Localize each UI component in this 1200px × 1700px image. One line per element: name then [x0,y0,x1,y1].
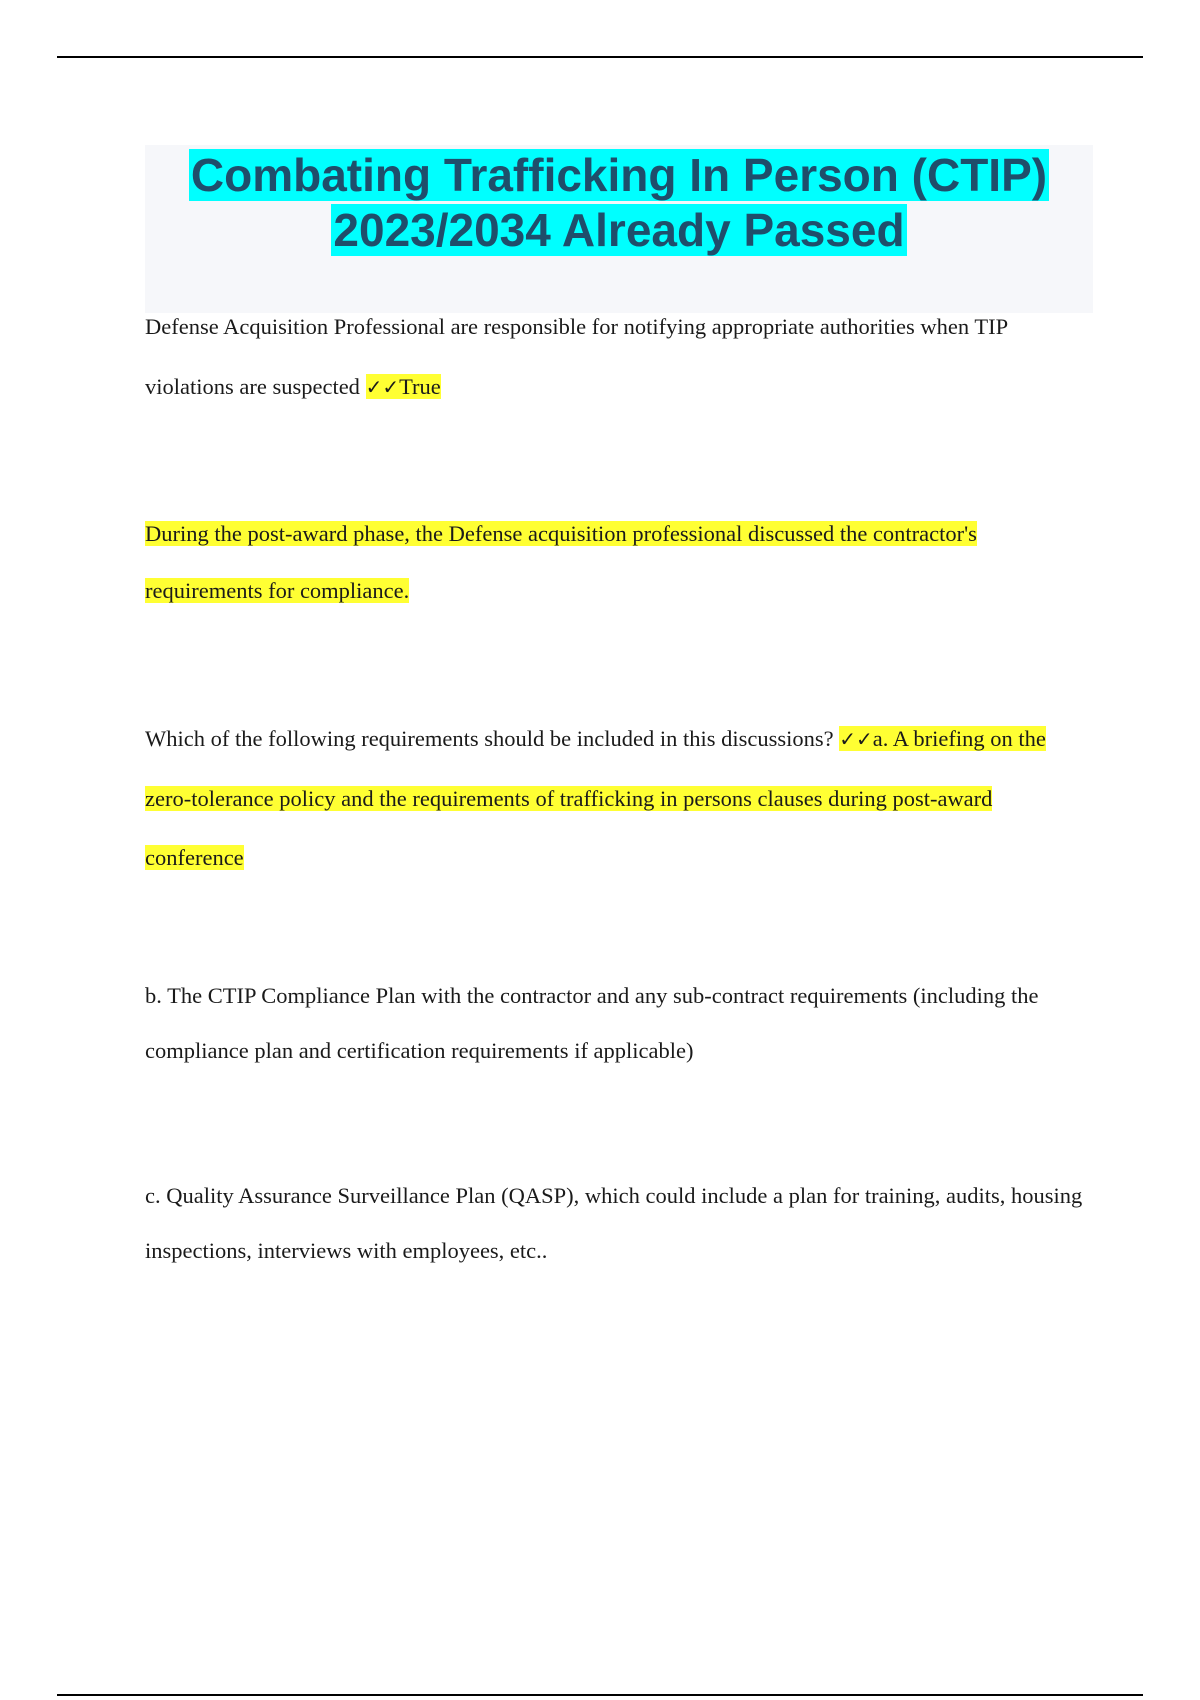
double-check-icon: ✓✓ [365,375,400,399]
top-divider [57,56,1143,58]
title-line-2: 2023/2034 Already Passed [333,204,905,256]
question-2 [145,709,1095,887]
question-2-text: Which of the following requirements should be included in this discussions? [145,726,840,751]
double-check-icon: ✓✓ [839,727,873,751]
scenario-text: During the post-award phase, the Defense acquisition professional discussed the contractor's requirements for compliance. [145,521,977,603]
answer-1-text: True [399,374,441,399]
option-b: b. The CTIP Compliance Plan with the contractor and any sub-contract requirements (including the compliance plan and certification requirements if applicable) [145,983,1039,1063]
title-line-1: Combating Trafficking In Person (CTIP) [190,149,1048,201]
title-banner [145,145,1093,313]
bottom-divider [57,1694,1143,1696]
answer-1 [366,374,441,399]
document-title [145,145,1093,258]
question-1 [145,297,1095,417]
answer-2-text: a. A briefing on the zero-tolerance policy and the requirements of trafficking in persons clauses during post-award conference [145,726,1046,870]
scenario-paragraph [145,505,1095,619]
question-1-text: Defense Acquisition Professional are responsible for notifying appropriate authorities when TIP violations are suspected [145,314,1008,399]
option-c: c. Quality Assurance Surveillance Plan (QASP), which could include a plan for training, audits, housing inspections, interviews with employees, etc.. [145,1183,1083,1263]
